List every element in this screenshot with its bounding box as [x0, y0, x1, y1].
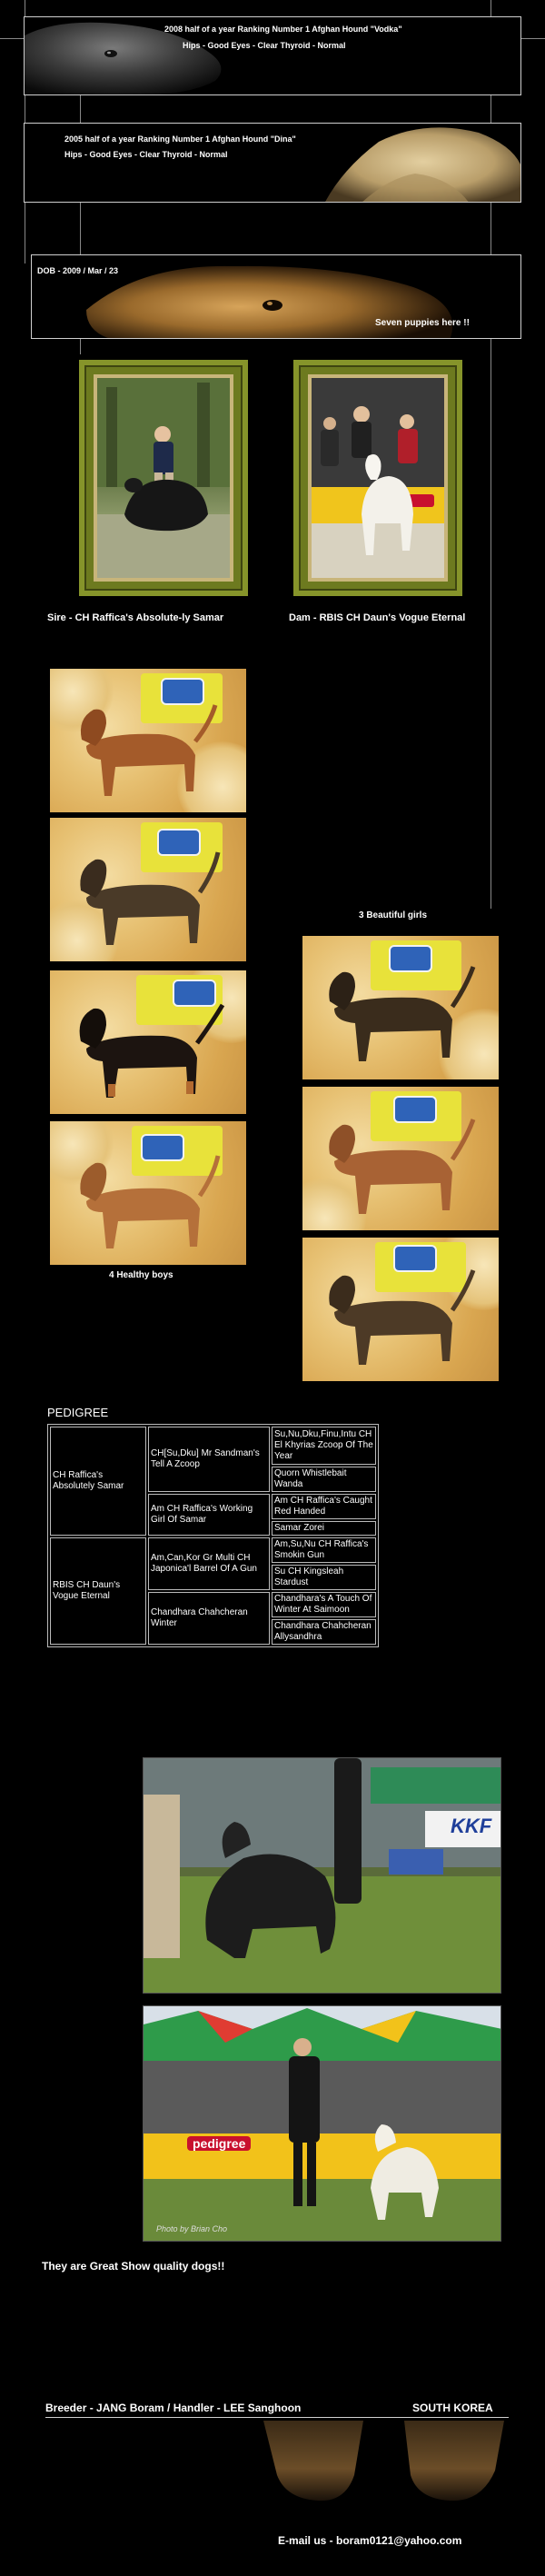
afghan-hound-cream-head — [324, 124, 521, 203]
show-tagline: They are Great Show quality dogs!! — [42, 2260, 225, 2273]
banner-dina-line2: Hips - Good Eyes - Clear Thyroid - Normal — [64, 150, 228, 159]
country-label: SOUTH KOREA — [412, 2402, 493, 2414]
banner-dob-text: DOB - 2009 / Mar / 23 — [37, 266, 119, 275]
boys-label: 4 Healthy boys — [109, 1270, 173, 1280]
boy-puppy-photo-3 — [50, 970, 246, 1114]
show-sign-kkf: KKF — [451, 1815, 492, 1837]
pedigree-ggp-4: Samar Zorei — [272, 1521, 376, 1536]
breeder-info: Breeder - JANG Boram / Handler - LEE Sanghoon — [45, 2402, 302, 2414]
sire-caption: Sire - CH Raffica's Absolute-ly Samar — [47, 612, 224, 623]
girl-puppy-photo-2 — [302, 1087, 499, 1230]
photo-watermark: Photo by Brian Cho — [156, 2224, 228, 2233]
banner-dina-line1: 2005 half of a year Ranking Number 1 Afghan Hound "Dina" — [64, 134, 296, 144]
pedigree-sire: CH Raffica's Absolutely Samar — [50, 1427, 146, 1536]
pedigree-ggp-8: Chandhara Chahcheran Allysandhra — [272, 1619, 376, 1645]
banner-vodka-line2: Hips - Good Eyes - Clear Thyroid - Normal — [183, 41, 346, 50]
banner-dob — [31, 254, 521, 339]
email-link[interactable]: E-mail us - boram0121@yahoo.com — [278, 2534, 462, 2547]
pedigree-gp-3: Am,Can,Kor Gr Multi CH Japonica'l Barrel Of A Gun — [148, 1537, 270, 1590]
pedigree-ggp-2: Quorn Whistlebait Wanda — [272, 1467, 376, 1492]
afghan-paws-footer — [254, 2421, 509, 2508]
banner-vodka-line1: 2008 half of a year Ranking Number 1 Afghan Hound "Vodka" — [164, 25, 402, 34]
boy-puppy-photo-1 — [50, 669, 246, 812]
pedigree-gp-2: Am CH Raffica's Working Girl Of Samar — [148, 1494, 270, 1536]
dam-photo — [308, 374, 448, 582]
show-photo-2 — [143, 2005, 501, 2242]
sire-photo-frame — [79, 360, 248, 596]
pedigree-ggp-6: Su CH Kingsleah Stardust — [272, 1565, 376, 1590]
footer-divider — [45, 2417, 509, 2418]
girl-puppy-photo-3 — [302, 1238, 499, 1381]
dam-photo-frame — [293, 360, 462, 596]
girls-label: 3 Beautiful girls — [359, 910, 428, 920]
pedigree-ggp-3: Am CH Raffica's Caught Red Handed — [272, 1494, 376, 1519]
banner-puppies-text: Seven puppies here !! — [375, 318, 470, 328]
show-photo-1 — [143, 1757, 501, 1994]
dam-caption: Dam - RBIS CH Daun's Vogue Eternal — [289, 612, 466, 623]
banner-vodka — [24, 16, 521, 95]
show-sign-pedigree: pedigree — [187, 2136, 251, 2151]
pedigree-ggp-5: Am,Su,Nu CH Raffica's Smokin Gun — [272, 1537, 376, 1563]
pedigree-gp-4: Chandhara Chahcheran Winter — [148, 1592, 270, 1645]
pedigree-dam: RBIS CH Daun's Vogue Eternal — [50, 1537, 146, 1645]
pedigree-ggp-1: Su,Nu,Dku,Finu,Intu CH El Khyrias Zcoop Of The Year — [272, 1427, 376, 1465]
pedigree-gp-1: CH[Su,Dku] Mr Sandman's Tell A Zcoop — [148, 1427, 270, 1492]
sire-photo — [94, 374, 233, 582]
pedigree-table — [47, 1424, 379, 1647]
boy-puppy-photo-4 — [50, 1121, 246, 1265]
girl-puppy-photo-1 — [302, 936, 499, 1079]
pedigree-heading: PEDIGREE — [47, 1406, 109, 1419]
pedigree-ggp-7: Chandhara's A Touch Of Winter At Saimoon — [272, 1592, 376, 1617]
boy-puppy-photo-2 — [50, 818, 246, 961]
banner-dina — [24, 123, 521, 203]
